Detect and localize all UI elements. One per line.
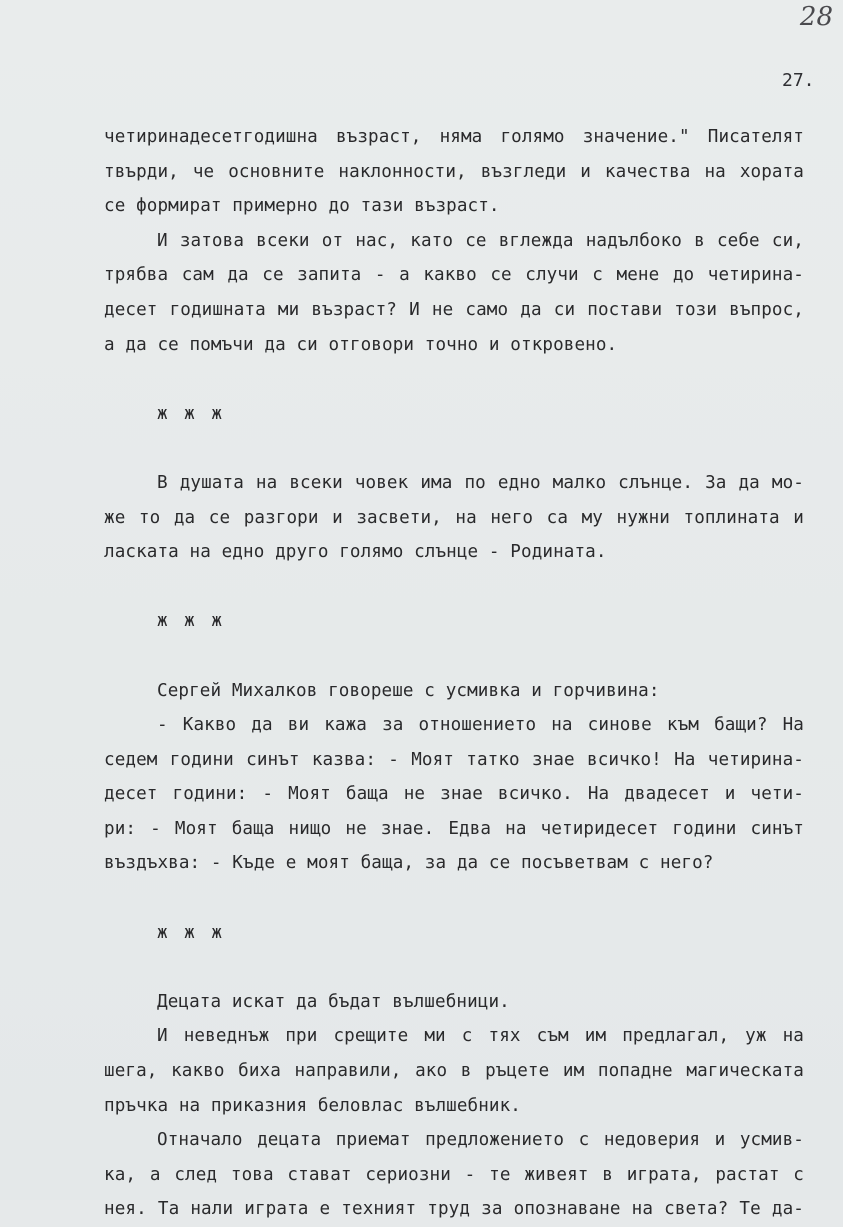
- paragraph: [104, 708, 804, 881]
- text-line: нея. Та нали играта е техният труд за опознаване на света? Те да-: [104, 1199, 804, 1220]
- section-separator: ж ж ж: [157, 922, 225, 943]
- text-line: шега, какво биха направили, ако в ръцете им попадне магическата: [104, 1061, 804, 1082]
- text-line: ри: - Моят баща нищо не знае. Едва на четиридесет години синът: [104, 818, 804, 839]
- text-line: десет годишната ми възраст? И не само да си постави този въпрос,: [104, 299, 804, 320]
- paragraph: [104, 1019, 804, 1123]
- text-line: - Какво да ви кажа за отношението на синове към бащи? На: [157, 715, 804, 736]
- section-separator: ж ж ж: [157, 403, 225, 424]
- paragraph: [104, 674, 804, 709]
- text-line: Отначало децата приемат предложението с недоверия и усмив-: [157, 1130, 804, 1151]
- section-separator: ж ж ж: [157, 611, 225, 632]
- text-line: въздъхва: - Къде е моят баща, за да се посъветвам с него?: [104, 853, 714, 874]
- handwritten-page-number: 28: [799, 2, 833, 32]
- text-line: Сергей Михалков говореше с усмивка и горчивина:: [157, 680, 660, 701]
- text-line: Децата искат да бъдат вълшебници.: [157, 991, 510, 1012]
- text-line: И неведнъж при срещите ми с тях съм им предлагал, уж на: [157, 1026, 804, 1047]
- paragraph: [104, 985, 804, 1020]
- text-line: четиринадесетгодишна възраст, няма голямо значение." Писателят: [104, 127, 804, 147]
- document-body: [104, 120, 804, 1227]
- text-line: седем години синът казва: - Моят татко знае всичко! На четиринa-: [104, 749, 804, 770]
- paragraph: [104, 466, 804, 570]
- text-line: се формират примерно до тази възраст.: [104, 196, 500, 217]
- text-line: твърди, че основните наклонности, възгледи и качества на хората: [104, 161, 804, 182]
- text-line: трябва сам да се запита - а какво се случи с мене до четиринa-: [104, 265, 804, 286]
- text-line: десет години: - Моят баща не знае всичко. На двадесет и чети-: [104, 784, 804, 805]
- paragraph: [104, 224, 804, 362]
- text-line: пръчка на приказния беловлас вълшебник.: [104, 1095, 522, 1116]
- typed-page-number: 27.: [782, 70, 815, 91]
- text-line: И затова всеки от нас, като се вглежда надълбоко в себе си,: [157, 230, 804, 251]
- text-line: а да се помъчи да си отговори точно и откровено.: [104, 334, 618, 355]
- paragraph: [104, 1123, 804, 1227]
- text-line: же то да се разгори и засвети, на него са му нужни топлината и: [104, 507, 804, 528]
- paragraph: [104, 120, 804, 224]
- text-line: ласката на едно друго голямо слънце - Родината.: [104, 542, 607, 563]
- text-line: ка, а след това стават сериозни - те живеят в играта, растат с: [104, 1164, 804, 1185]
- text-line: В душата на всеки човек има по едно малко слънце. За да мо-: [157, 472, 804, 493]
